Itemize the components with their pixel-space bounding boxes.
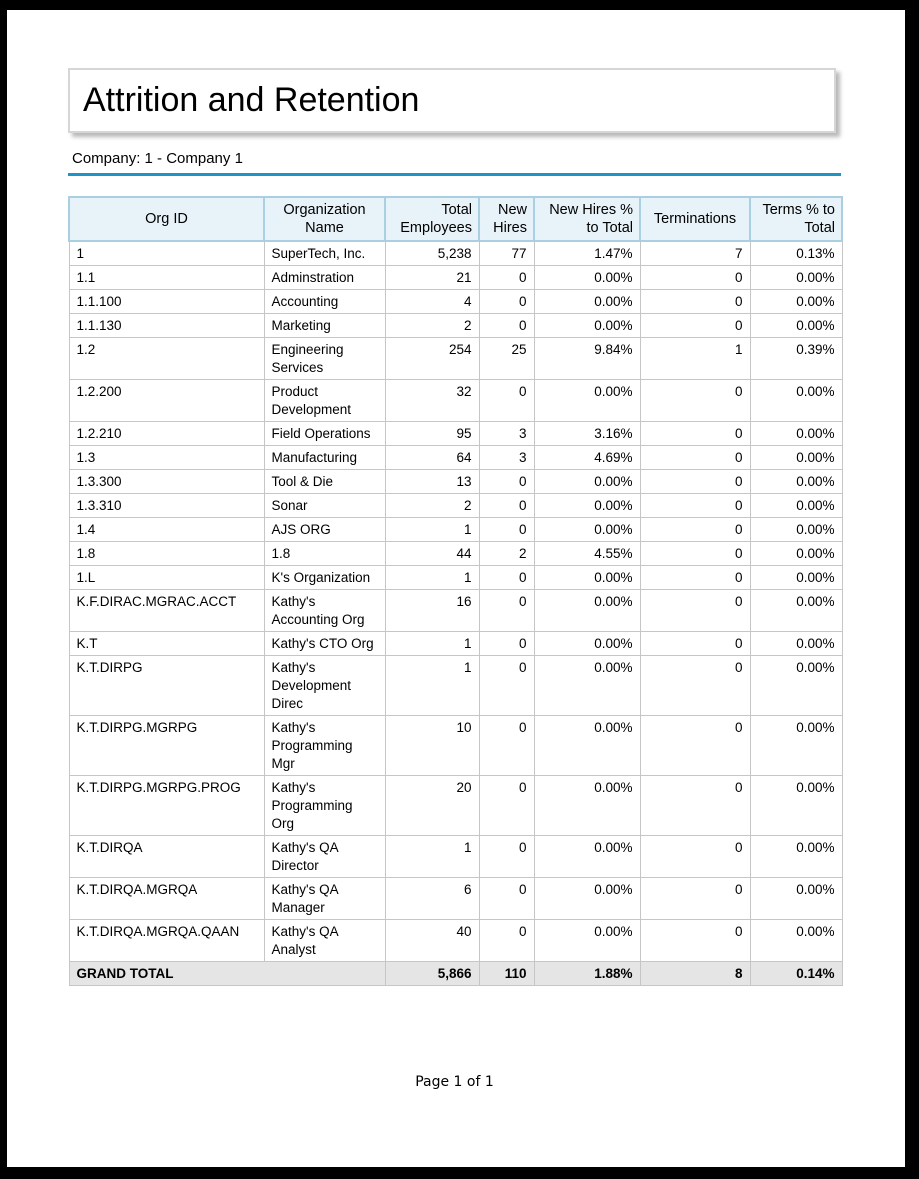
grand-total-row <box>69 962 842 986</box>
grand-total-new-hires: 110 <box>479 962 534 986</box>
cell-new-hires: 0 <box>479 716 534 776</box>
cell-total-employees: 21 <box>385 266 479 290</box>
table-row <box>69 380 842 422</box>
cell-terms-pct-to-total: 0.00% <box>750 878 842 920</box>
cell-total-employees: 20 <box>385 776 479 836</box>
cell-new-hires: 0 <box>479 920 534 962</box>
cell-terms-pct-to-total: 0.00% <box>750 566 842 590</box>
cell-new-hires: 0 <box>479 590 534 632</box>
cell-terminations: 0 <box>640 518 750 542</box>
cell-total-employees: 5,238 <box>385 241 479 266</box>
cell-terms-pct-to-total: 0.00% <box>750 422 842 446</box>
cell-terms-pct-to-total: 0.39% <box>750 338 842 380</box>
cell-terminations: 0 <box>640 776 750 836</box>
cell-organization-name: Kathy's Programming Org <box>264 776 385 836</box>
cell-new-hires: 2 <box>479 542 534 566</box>
cell-organization-name: Engineering Services <box>264 338 385 380</box>
cell-org-id: 1 <box>69 241 264 266</box>
table-row <box>69 314 842 338</box>
cell-organization-name: Adminstration <box>264 266 385 290</box>
cell-terms-pct-to-total: 0.00% <box>750 470 842 494</box>
cell-terminations: 0 <box>640 380 750 422</box>
table-row <box>69 290 842 314</box>
cell-total-employees: 16 <box>385 590 479 632</box>
cell-new-hires-pct-to-total: 0.00% <box>534 920 640 962</box>
cell-terminations: 0 <box>640 446 750 470</box>
column-header-terminations: Terminations <box>640 197 750 241</box>
column-header-new-hires: New Hires <box>479 197 534 241</box>
column-header-new-hires-pct-to-total: New Hires % to Total <box>534 197 640 241</box>
column-header-org-id: Org ID <box>69 197 264 241</box>
cell-new-hires-pct-to-total: 9.84% <box>534 338 640 380</box>
cell-org-id: 1.2.210 <box>69 422 264 446</box>
cell-organization-name: SuperTech, Inc. <box>264 241 385 266</box>
cell-total-employees: 254 <box>385 338 479 380</box>
column-header-organization-name: Organization Name <box>264 197 385 241</box>
cell-org-id: K.T <box>69 632 264 656</box>
cell-new-hires: 0 <box>479 380 534 422</box>
attrition-retention-table <box>68 196 843 986</box>
cell-terminations: 7 <box>640 241 750 266</box>
cell-new-hires-pct-to-total: 0.00% <box>534 836 640 878</box>
cell-total-employees: 1 <box>385 566 479 590</box>
cell-total-employees: 2 <box>385 494 479 518</box>
cell-terms-pct-to-total: 0.00% <box>750 266 842 290</box>
cell-new-hires: 0 <box>479 656 534 716</box>
cell-terms-pct-to-total: 0.00% <box>750 380 842 422</box>
company-filter-line <box>68 150 841 176</box>
cell-total-employees: 64 <box>385 446 479 470</box>
cell-organization-name: Kathy's CTO Org <box>264 632 385 656</box>
table-row <box>69 542 842 566</box>
table-row <box>69 656 842 716</box>
table-row <box>69 338 842 380</box>
cell-org-id: K.T.DIRQA <box>69 836 264 878</box>
cell-terms-pct-to-total: 0.00% <box>750 446 842 470</box>
cell-new-hires-pct-to-total: 0.00% <box>534 878 640 920</box>
table-row <box>69 518 842 542</box>
cell-total-employees: 40 <box>385 920 479 962</box>
table-row <box>69 920 842 962</box>
column-header-total-employees: Total Employees <box>385 197 479 241</box>
table-row <box>69 422 842 446</box>
cell-new-hires: 3 <box>479 422 534 446</box>
page-number-footer: Page 1 of 1 <box>415 1074 494 1090</box>
grand-total-new-hires-pct: 1.88% <box>534 962 640 986</box>
cell-org-id: K.T.DIRQA.MGRQA.QAAN <box>69 920 264 962</box>
table-row <box>69 241 842 266</box>
cell-terms-pct-to-total: 0.00% <box>750 656 842 716</box>
cell-terms-pct-to-total: 0.00% <box>750 716 842 776</box>
cell-new-hires-pct-to-total: 0.00% <box>534 494 640 518</box>
table-row <box>69 836 842 878</box>
cell-new-hires-pct-to-total: 1.47% <box>534 241 640 266</box>
table-row <box>69 632 842 656</box>
cell-terminations: 0 <box>640 494 750 518</box>
cell-new-hires-pct-to-total: 4.69% <box>534 446 640 470</box>
cell-terminations: 0 <box>640 566 750 590</box>
table-row <box>69 494 842 518</box>
cell-terms-pct-to-total: 0.00% <box>750 836 842 878</box>
cell-terminations: 1 <box>640 338 750 380</box>
cell-terminations: 0 <box>640 266 750 290</box>
cell-organization-name: Field Operations <box>264 422 385 446</box>
cell-organization-name: Accounting <box>264 290 385 314</box>
cell-new-hires: 0 <box>479 470 534 494</box>
cell-organization-name: Marketing <box>264 314 385 338</box>
cell-new-hires-pct-to-total: 0.00% <box>534 632 640 656</box>
cell-terminations: 0 <box>640 656 750 716</box>
cell-org-id: 1.3.310 <box>69 494 264 518</box>
report-title-box <box>68 68 836 133</box>
cell-terminations: 0 <box>640 920 750 962</box>
cell-org-id: 1.2.200 <box>69 380 264 422</box>
cell-terminations: 0 <box>640 590 750 632</box>
cell-organization-name: Kathy's QA Director <box>264 836 385 878</box>
cell-organization-name: Manufacturing <box>264 446 385 470</box>
cell-total-employees: 32 <box>385 380 479 422</box>
cell-terminations: 0 <box>640 836 750 878</box>
cell-organization-name: Kathy's Development Direc <box>264 656 385 716</box>
cell-org-id: 1.1.130 <box>69 314 264 338</box>
cell-new-hires: 0 <box>479 878 534 920</box>
cell-new-hires-pct-to-total: 0.00% <box>534 656 640 716</box>
cell-new-hires: 0 <box>479 314 534 338</box>
cell-new-hires-pct-to-total: 0.00% <box>534 716 640 776</box>
cell-new-hires: 0 <box>479 290 534 314</box>
cell-terminations: 0 <box>640 470 750 494</box>
cell-new-hires: 3 <box>479 446 534 470</box>
cell-new-hires-pct-to-total: 0.00% <box>534 566 640 590</box>
column-header-terms-pct-to-total: Terms % to Total <box>750 197 842 241</box>
cell-total-employees: 95 <box>385 422 479 446</box>
cell-organization-name: 1.8 <box>264 542 385 566</box>
cell-terminations: 0 <box>640 290 750 314</box>
cell-org-id: K.T.DIRQA.MGRQA <box>69 878 264 920</box>
cell-organization-name: Kathy's QA Manager <box>264 878 385 920</box>
cell-total-employees: 1 <box>385 518 479 542</box>
cell-new-hires-pct-to-total: 0.00% <box>534 518 640 542</box>
report-content <box>7 10 841 1090</box>
cell-org-id: 1.8 <box>69 542 264 566</box>
cell-organization-name: K's Organization <box>264 566 385 590</box>
cell-terms-pct-to-total: 0.00% <box>750 494 842 518</box>
cell-new-hires: 0 <box>479 836 534 878</box>
cell-org-id: K.T.DIRPG.MGRPG.PROG <box>69 776 264 836</box>
cell-terminations: 0 <box>640 878 750 920</box>
cell-terminations: 0 <box>640 422 750 446</box>
cell-org-id: 1.4 <box>69 518 264 542</box>
cell-total-employees: 44 <box>385 542 479 566</box>
company-label: Company: 1 - Company 1 <box>72 150 243 167</box>
grand-total-terminations: 8 <box>640 962 750 986</box>
page-title: Attrition and Retention <box>83 81 420 119</box>
grand-total-label: GRAND TOTAL <box>69 962 385 986</box>
cell-organization-name: Kathy's QA Analyst <box>264 920 385 962</box>
cell-organization-name: AJS ORG <box>264 518 385 542</box>
cell-total-employees: 13 <box>385 470 479 494</box>
cell-org-id: 1.1.100 <box>69 290 264 314</box>
table-row <box>69 470 842 494</box>
cell-new-hires: 0 <box>479 494 534 518</box>
cell-total-employees: 6 <box>385 878 479 920</box>
grand-total-terms-pct: 0.14% <box>750 962 842 986</box>
cell-org-id: 1.2 <box>69 338 264 380</box>
cell-new-hires-pct-to-total: 0.00% <box>534 290 640 314</box>
cell-terms-pct-to-total: 0.00% <box>750 314 842 338</box>
cell-new-hires-pct-to-total: 0.00% <box>534 380 640 422</box>
cell-terms-pct-to-total: 0.13% <box>750 241 842 266</box>
cell-terminations: 0 <box>640 542 750 566</box>
report-table-header-row <box>69 197 842 241</box>
cell-org-id: 1.1 <box>69 266 264 290</box>
cell-new-hires-pct-to-total: 3.16% <box>534 422 640 446</box>
cell-organization-name: Kathy's Programming Mgr <box>264 716 385 776</box>
cell-organization-name: Tool & Die <box>264 470 385 494</box>
cell-new-hires: 25 <box>479 338 534 380</box>
table-row <box>69 266 842 290</box>
cell-org-id: 1.3.300 <box>69 470 264 494</box>
cell-total-employees: 1 <box>385 656 479 716</box>
cell-terms-pct-to-total: 0.00% <box>750 518 842 542</box>
cell-terms-pct-to-total: 0.00% <box>750 920 842 962</box>
cell-terminations: 0 <box>640 716 750 776</box>
cell-terms-pct-to-total: 0.00% <box>750 290 842 314</box>
cell-org-id: K.T.DIRPG <box>69 656 264 716</box>
cell-new-hires-pct-to-total: 0.00% <box>534 266 640 290</box>
table-row <box>69 590 842 632</box>
grand-total-total-employees: 5,866 <box>385 962 479 986</box>
cell-organization-name: Product Development <box>264 380 385 422</box>
cell-new-hires-pct-to-total: 4.55% <box>534 542 640 566</box>
cell-new-hires-pct-to-total: 0.00% <box>534 314 640 338</box>
cell-new-hires: 0 <box>479 566 534 590</box>
cell-organization-name: Sonar <box>264 494 385 518</box>
table-row <box>69 716 842 776</box>
report-table-body <box>69 241 842 962</box>
cell-new-hires-pct-to-total: 0.00% <box>534 590 640 632</box>
cell-org-id: K.F.DIRAC.MGRAC.ACCT <box>69 590 264 632</box>
cell-total-employees: 10 <box>385 716 479 776</box>
cell-org-id: K.T.DIRPG.MGRPG <box>69 716 264 776</box>
table-row <box>69 446 842 470</box>
cell-terms-pct-to-total: 0.00% <box>750 776 842 836</box>
cell-new-hires: 0 <box>479 632 534 656</box>
table-row <box>69 878 842 920</box>
cell-new-hires: 0 <box>479 518 534 542</box>
cell-org-id: 1.3 <box>69 446 264 470</box>
cell-org-id: 1.L <box>69 566 264 590</box>
cell-terms-pct-to-total: 0.00% <box>750 542 842 566</box>
cell-total-employees: 2 <box>385 314 479 338</box>
cell-total-employees: 4 <box>385 290 479 314</box>
cell-total-employees: 1 <box>385 632 479 656</box>
cell-new-hires: 0 <box>479 776 534 836</box>
cell-new-hires: 77 <box>479 241 534 266</box>
cell-terminations: 0 <box>640 632 750 656</box>
cell-terms-pct-to-total: 0.00% <box>750 590 842 632</box>
table-row <box>69 566 842 590</box>
cell-organization-name: Kathy's Accounting Org <box>264 590 385 632</box>
cell-terminations: 0 <box>640 314 750 338</box>
cell-terms-pct-to-total: 0.00% <box>750 632 842 656</box>
cell-new-hires-pct-to-total: 0.00% <box>534 470 640 494</box>
cell-total-employees: 1 <box>385 836 479 878</box>
cell-new-hires: 0 <box>479 266 534 290</box>
cell-new-hires-pct-to-total: 0.00% <box>534 776 640 836</box>
table-row <box>69 776 842 836</box>
